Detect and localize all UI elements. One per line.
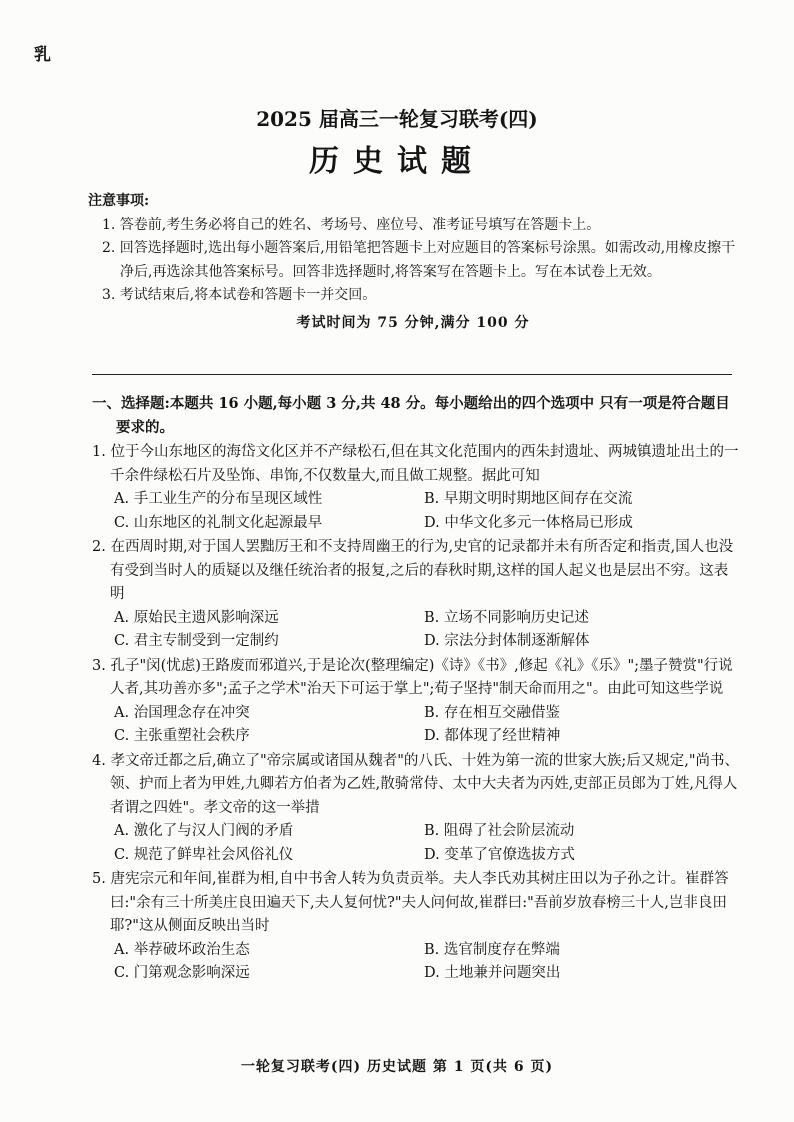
option-c: C. 君主专制受到一定制约 [114,633,279,649]
question-stem: 3. 孔子"闵(忧虑)王路废而邪道兴,于是论次(整理编定)《诗》《书》,修起《礼》《乐》";墨子赞赏"行说人者,其功善亦多";孟子之学术"治天下可运于掌上";荀子坚持"制天命而用之"。由此可知这些学说 [92,657,733,697]
option-d: D. 都体现了经世精神 [424,728,561,744]
option-a: A. 激化了与汉人门阀的矛盾 [114,823,294,839]
question-5 [92,868,740,986]
notice-item: 3. 考试结束后,将本试卷和答题卡一并交回。 [102,287,377,303]
option-c: C. 山东地区的礼制文化起源最早 [114,514,323,531]
question-stem: 1. 位于今山东地区的海岱文化区并不产绿松石,但在其文化范围内的西朱封遗址、两城镇遗址出土的一千余件绿松石片及坠饰、串饰,不仅数量大,而且做工规整。据此可知 [92,444,739,484]
exam-time-note: 考试时间为 75 分钟,满分 100 分 [296,314,530,331]
option-b: B. 立场不同影响历史记述 [424,609,589,626]
question-body [92,392,740,986]
notice-item: 1. 答卷前,考生务必将自己的姓名、考场号、座位号、准考证号填写在答题卡上。 [102,216,601,233]
option-d: D. 土地兼并问题突出 [424,965,561,981]
question-2 [92,536,740,654]
section-heading: 一、选择题:本题共 16 小题,每小题 3 分,共 48 分。每小题给出的四个选项中 只有一项是符合题目要求的。 [92,395,730,436]
option-b: B. 选官制度存在弊端 [424,941,560,958]
notice-heading: 注意事项: [88,193,150,209]
page-footer: 一轮复习联考(四) 历史试题 第 1 页(共 6 页) [240,1059,554,1075]
option-d: D. 宗法分封体制逐渐解体 [424,633,590,649]
question-3 [92,655,740,749]
exam-title: 2025 届高三一轮复习联考(四) [256,107,538,131]
question-stem: 4. 孝文帝迁都之后,确立了"帝宗属或诸国从魏者"的八氏、十姓为第一流的世家大族;后又规定,"尚书、领、护而上者为甲姓,九卿若方伯者为乙姓,散骑常侍、太中大夫者为丙姓,吏部正员郎为丁姓,凡得人者谓之四姓"。孝文帝的这一举措 [92,752,740,816]
option-a: A. 治国理念存在冲突 [114,704,250,721]
option-c: C. 主张重塑社会秩序 [114,728,250,744]
option-a: A. 手工业生产的分布呈现区域性 [114,491,323,507]
option-b: B. 存在相互交融借鉴 [424,704,560,721]
corner-mark: 乳 [34,45,51,65]
option-c: C. 门第观念影响深远 [114,965,250,981]
option-d: D. 中华文化多元一体格局已形成 [424,514,633,531]
question-stem: 2. 在西周时期,对于国人罢黜厉王和不支持周幽王的行为,史官的记录都并未有所否定和指责,国人也没有受到当时人的质疑以及继任统治者的报复,之后的春秋时期,这样的国人起义也是层出不穷。这表明 [92,539,734,602]
option-b: B. 阻碍了社会阶层流动 [424,823,575,839]
question-stem: 5. 唐宪宗元和年间,崔群为相,自中书舍人转为负责贡举。夫人李氏劝其树庄田以为子孙之计。崔群答曰:"余有三十所美庄良田遍天下,夫人复何忧?"夫人问何故,崔群曰:"吾前岁放春榜三十人,岂非良田耶?"这从侧面反映出当时 [92,871,729,934]
question-4 [92,750,740,868]
exam-subject: 历史试题 [309,144,485,179]
notice-item: 2. 回答选择题时,选出每小题答案后,用铅笔把答题卡上对应题目的答案标号涂黑。如需改动,用橡皮擦干净后,再选涂其他答案标号。回答非选择题时,将答案写在答题卡上。写在本试卷上无效。 [102,240,736,280]
notice-block [88,190,738,335]
option-c: C. 规范了鲜卑社会风俗礼仪 [114,846,294,863]
option-a: A. 举荐破坏政治生态 [114,941,250,958]
question-1 [92,441,740,535]
divider [92,374,732,375]
option-b: B. 早期文明时期地区间存在交流 [424,491,633,507]
option-d: D. 变革了官僚选拔方式 [424,846,575,863]
option-a: A. 原始民主遗风影响深远 [114,609,279,626]
